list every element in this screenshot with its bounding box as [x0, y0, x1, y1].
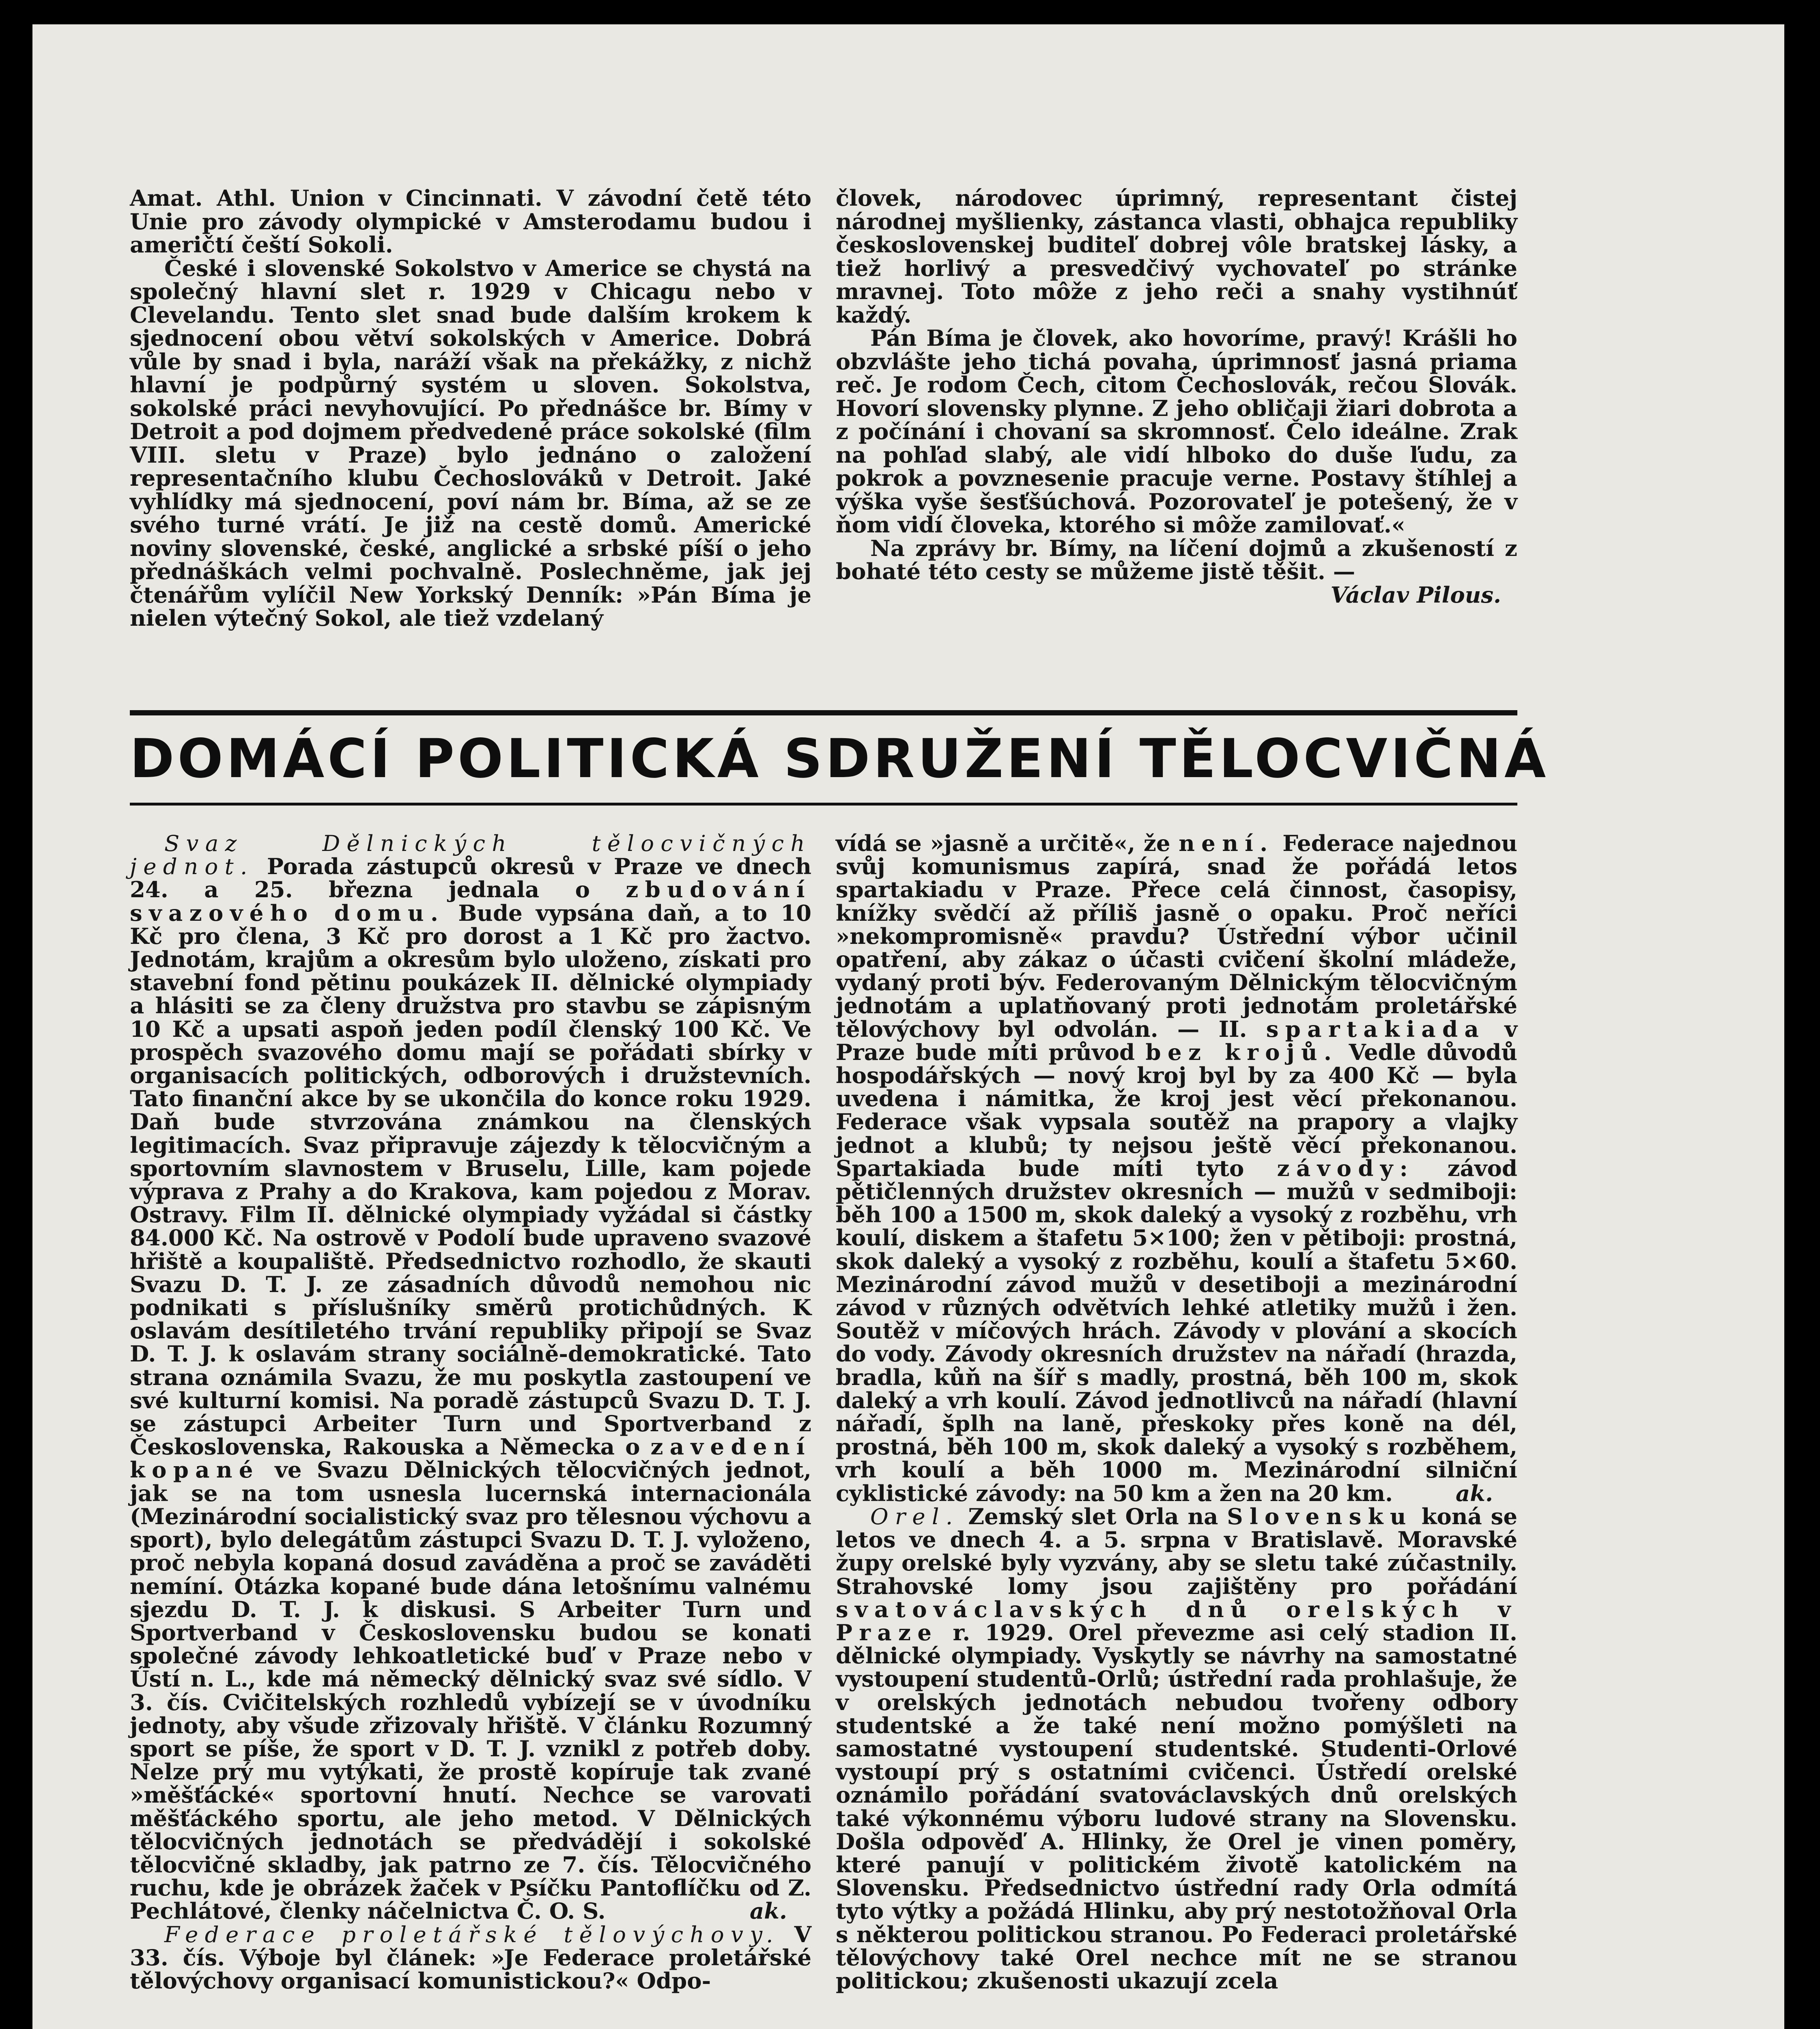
author-signature: Václav Pilous. — [1330, 582, 1501, 608]
section-label-orel: Orel. — [870, 1503, 959, 1529]
section-heading: DOMÁCÍ POLITICKÁ SDRUŽENÍ TĚLOCVIČNÁ — [130, 728, 1549, 790]
top-right-paragraph-3: Na zprávy br. Bímy, na líčení dojmů a zkušeností z bohaté této cesty se můžeme jistě těšit. — — [836, 535, 1517, 584]
article-orel: Orel. Zemský slet Orla na Slovensku koná se letos ve dnech 4. a 5. srpna v Bratislavě. Moravské župy orelské byly vyzvány, aby se sletu také zúčastnily. Strahovské lomy jsou zajištěny pro pořádání svatováclavských dnů orelských v Praze r. 1929. Orel převezme asi celý stadion II. dělnické olympiady. Vyskytly se návrhy na samostatné vystoupení studentů-Orlů; ústřední rada prohlašuje, že v orelských jednotách nebudou tvořeny odbory studentské a že také není možno pomýšleti na samostatné vystoupení studentské. Studenti-Orlové vystoupí prý s ostatními cvičenci. Ústředí orelské oznámilo pořádání svatováclavských dnů orelských také výkonnému výboru ludové strany na Slovensku. Došla odpověď A. Hlinky, že Orel je vinen poměry, které panují v politickém životě katolickém na Slovensku. Předsednictvo ústřední rady Orla odmítá tyto výtky a požádá Hlinku, aby prý nestotožňoval Orla s některou politickou stranou. Po Federaci proletářské tělovýchovy také Orel nechce mít ne se stranou politickou; zkušenosti ukazují zcela — [836, 1503, 1517, 1994]
journal-page — [32, 24, 1784, 2029]
top-left-column — [130, 187, 811, 630]
top-right-paragraph-1: človek, národovec úprimný, representant čistej národnej myšlienky, zástanca vlasti, obhajca republiky československej buditeľ dobrej vôle bratskej lásky, a tiež horlivý a presvedčivý vychovateľ po stránke mravnej. Toto môže z jeho reči a snahy vystihnúť každý. — [836, 185, 1517, 328]
section-label-dtj: Svaz Dělnických tělocvičných jednot. — [130, 830, 811, 880]
initials-ak-2: ak. — [1455, 1480, 1493, 1506]
bottom-right-column — [836, 832, 1517, 1992]
heading-rule-bottom — [130, 803, 1517, 806]
top-left-paragraph-1: Amat. Athl. Union v Cincinnati. V závodní četě této Unie pro závody olympické v Amsterodamu budou i američtí čeští Sokoli. — [130, 185, 811, 258]
bottom-left-column — [130, 832, 811, 1992]
article-dtj: Svaz Dělnických tělocvičných jednot. Porada zástupců okresů v Praze ve dnech 24. a 25. března jednala o zbudování svazového domu. Bude vypsána daň, a to 10 Kč pro člena, 3 Kč pro dorost a 1 Kč pro žactvo. Jednotám, krajům a okresům bylo uloženo, získati pro stavební fond pětinu poukázek II. dělnické olympiady a hlásiti se za členy družstva pro stavbu se zápisným 10 Kč a upsati aspoň jeden podíl členský 100 Kč. Ve prospěch svazového domu mají se pořádati sbírky v organisacích politických, odborových i družstevních. Tato finanční akce by se ukončila do konce roku 1929. Daň bude stvrzována známkou na členských legitimacích. Svaz připravuje zájezdy k tělocvičným a sportovním slavnostem v Bruselu, Lille, kam pojede výprava z Prahy a do Krakova, kam pojedou z Morav. Ostravy. Film II. dělnické olympiady vyžádal si částky 84.000 Kč. Na ostrově v Podolí bude upraveno svazové hřiště a koupaliště. Předsednictvo rozhodlo, že skauti Svazu D. T. J. ze zásadních důvodů nemohou nic podnikati s příslušníky směrů protichůdných. K oslavám desítiletého trvání republiky připojí se Svaz D. T. J. k oslavám strany sociálně-demokratické. Tato strana oznámila Svazu, že mu poskytla zastoupení ve své kulturní komisi. Na poradě zástupců Svazu D. T. J. se zástupci Arbeiter Turn und Sportverband z Československa, Rakouska a Německa o zavedení kopané ve Svazu Dělnických tělocvičných jednot, jak se na tom usnesla lucernská internacionála (Mezinárodní socialistický svaz pro tělesnou výchovu a sport), bylo delegátům zástupci Svazu D. T. J. vyloženo, proč nebyla kopaná dosud zaváděna a proč se zaváděti nemíní. Otázka kopané bude dána letošnímu valnému sjezdu D. T. J. k diskusi. S Arbeiter Turn und Sportverband v Československu budou se konati společné závody lehkoatletické buď v Praze nebo v Ústí n. L., kde má německý dělnický svaz své sídlo. V 3. čís. Cvičitelských rozhledů vybízejí se v úvodníku jednoty, aby všude zřizovaly hřiště. V článku Rozumný sport se píše, že sport v D. T. J. vznikl z potřeb doby. Nelze prý mu vytýkati, že prostě kopíruje tak zvané »měšťácké« sportovní hnutí. Nechce se varovati měšťáckého sportu, ale jeho metod. V Dělnických tělocvičných jednotách se předvádějí i sokolské tělocvičné skladby, jak patrno ze 7. čís. Tělocvičného ruchu, kde je obrázek žaček v Psíčku Pantoflíčku od Z. Pechlátové, členky náčelnictva Č. O. S. ak. — [130, 830, 811, 1924]
top-left-paragraph-2: České i slovenské Sokolstvo v Americe se chystá na společný hlavní slet r. 1929 v Chicagu nebo v Clevelandu. Tento slet snad bude dalším krokem k sjednocení obou větví sokolských v Americe. Dobrá vůle by snad i byla, naráží však na překážky, z nichž hlavní je podpůrný systém u sloven. Sokolstva, sokolské práci nevyhovující. Po přednášce br. Bímy v Detroit a pod dojmem předvedené práce sokolské (film VIII. sletu v Praze) bylo jednáno o založení representačního klubu Čechoslováků v Detroit. Jaké vyhlídky má sjednocení, poví nám br. Bíma, až se ze svého turné vrátí. Je již na cestě domů. Americké noviny slovenské, české, anglické a srbské píší o jeho přednáškách velmi pochvalně. Poslechněme, jak jej čtenářům vylíčil New Yorkský Denník: »Pán Bíma je nielen výtečný Sokol, ale tiež vzdelaný — [130, 255, 811, 631]
section-label-federace: Federace proletářské tělovýchovy. — [164, 1921, 780, 1947]
article-federace: Federace proletářské tělovýchovy. V 33. čís. Výboje byl článek: »Je Federace proletářské tělovýchovy organisací komunistickou?« Odpo- — [130, 1921, 811, 1994]
top-right-column — [836, 187, 1517, 607]
heading-rule-top — [130, 710, 1517, 715]
top-right-paragraph-2: Pán Bíma je človek, ako hovoríme, pravý! Krášli ho obzvlášte jeho tichá povaha, úprimnosť jasná priama reč. Je rodom Čech, citom Čechoslovák, rečou Slovák. Hovorí slovensky plynne. Z jeho obličaji žiari dobrota a z počínání i chovaní sa skromnosť. Čelo ideálne. Zrak na pohľad slabý, ale vidí hlboko do duše ľudu, za pokrok a povznesenie pracuje verne. Postavy štíhlej a výška vyše šesťšúchová. Pozorovateľ je potešený, že v ňom vidí človeka, ktorého si môže zamilovať.« — [836, 325, 1517, 538]
initials-ak-1: ak. — [749, 1898, 787, 1924]
article-federace-continued: vídá se »jasně a určitě«, že není. Federace najednou svůj komunismus zapírá, snad že pořádá letos spartakiadu v Praze. Přece celá činnost, časopisy, knížky svědčí až příliš jasně o opaku. Proč neříci »nekompromisně« pravdu? Ústřední výbor učinil opatření, aby zákaz o účasti cvičení školní mládeže, vydaný proti býv. Federovaným Dělnickým tělocvičným jednotám a uplatňovaný proti jednotám proletářské tělovýchovy byl odvolán. — II. spartakiada v Praze bude míti průvod bez krojů. Vedle důvodů hospodářských — nový kroj byl by za 400 Kč — byla uvedena i námitka, že kroj jest věcí překonanou. Federace však vypsala soutěž na prapory a vlajky jednot a klubů; ty nejsou ještě věcí překonanou. Spartakiada bude míti tyto závody: závod pětičlenných družstev okresních — mužů v sedmiboji: běh 100 a 1500 m, skok daleký a vysoký z rozběhu, vrh koulí, diskem a štafetu 5×100; žen v pětiboji: prostná, skok daleký a vysoký z rozběhu, koulí a štafetu 5×60. Mezinárodní závod mužů v desetiboji a mezinárodní závod v různých odvětvích lehké atletiky mužů i žen. Soutěž v míčových hrách. Závody v plování a skocích do vody. Závody okresních družstev na nářadí (hrazda, bradla, kůň na šíř s madly, prostná, běh 100 m, skok daleký a vrh koulí. Závod jednotlivců na nářadí (hlavní nářadí, šplh na laně, přeskoky přes koně na dél, prostná, běh 100 m, skok daleký a vysoký s rozběhem, vrh koulí a běh 1000 m. Mezinárodní silniční cyklistické závody: na 50 km a žen na 20 km. ak. — [836, 830, 1518, 1506]
